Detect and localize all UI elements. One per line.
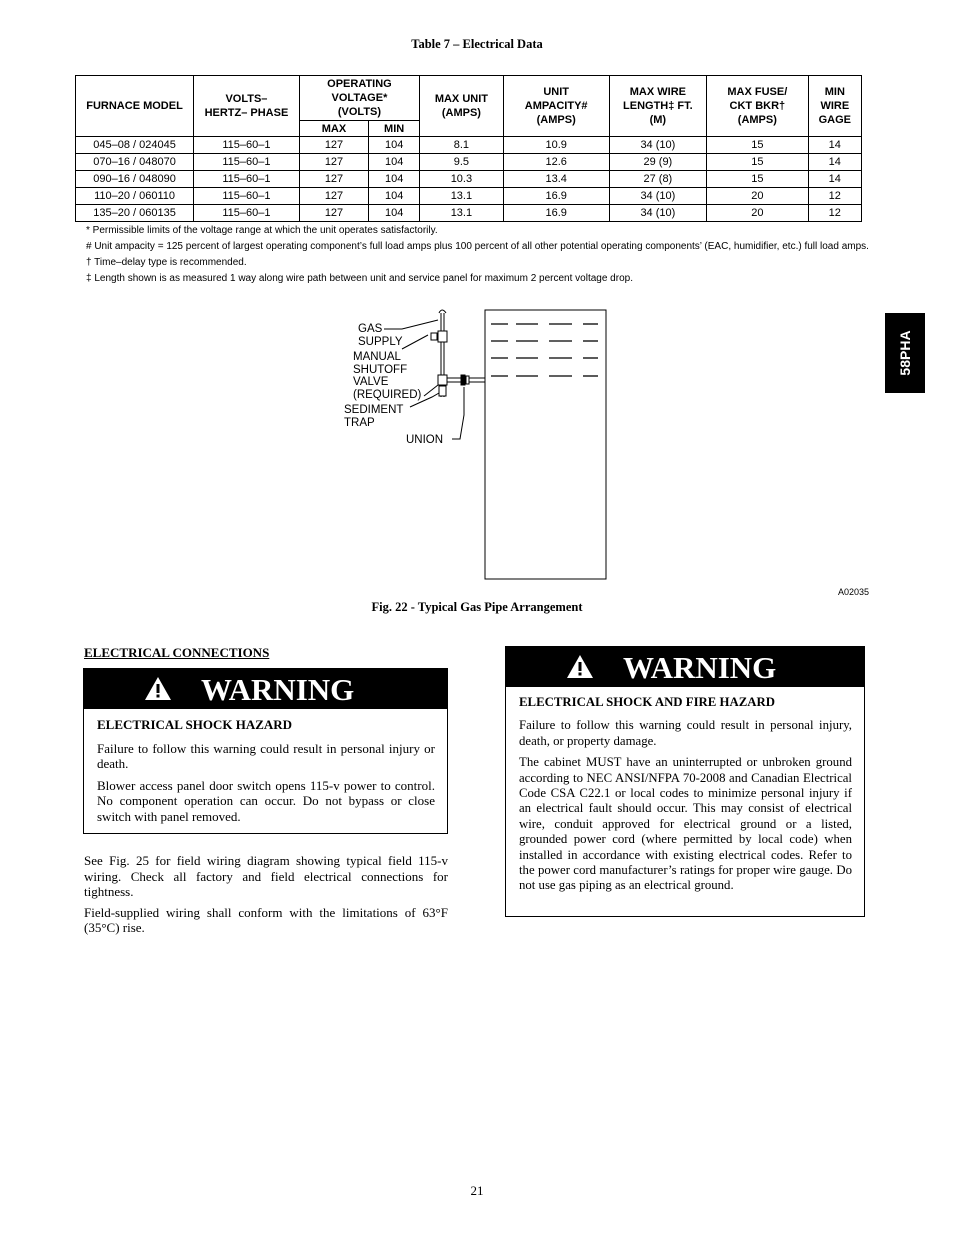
table-cell: 104 xyxy=(369,205,420,222)
warning-triangle-icon xyxy=(144,676,172,701)
label-line: MANUAL xyxy=(353,351,401,363)
label-line: SUPPLY xyxy=(358,335,403,348)
table-cell: 090–16 / 048090 xyxy=(76,171,194,188)
body-paragraph: Field-supplied wiring shall conform with the limitations of 63°F (35°C) rise. xyxy=(84,904,448,935)
header-operating-voltage: OPERATING VOLTAGE* (VOLTS) xyxy=(299,76,419,121)
warning-body xyxy=(84,709,447,836)
header-unit-ampacity: UNIT AMPACITY# (AMPS) xyxy=(503,76,609,137)
table-cell: 15 xyxy=(707,171,809,188)
table-cell: 34 (10) xyxy=(609,188,706,205)
table-cell: 13.4 xyxy=(503,171,609,188)
union-label: UNION xyxy=(406,434,444,446)
body-paragraph: See Fig. 25 for field wiring diagram showing typical field 115-v wiring. Check all factory and field electrical connections for tightness. xyxy=(84,853,448,899)
note-ampacity: # Unit ampacity = 125 percent of largest operating component’s full load amps plus 100 percent of all other potential operating components’ (EAC, humidifier, etc.) full load amps. xyxy=(86,241,869,252)
header-min-wire-gage: MIN WIRE GAGE xyxy=(808,76,861,137)
warning-paragraph: Failure to follow this warning could result in personal injury or death. xyxy=(97,740,435,771)
table-notes xyxy=(86,223,876,287)
table-cell: 127 xyxy=(299,171,368,188)
table-cell: 104 xyxy=(369,137,420,154)
table-cell: 127 xyxy=(299,137,368,154)
label-line: (REQUIRED) xyxy=(353,388,422,401)
electrical-data-table xyxy=(75,75,862,222)
table-cell: 115–60–1 xyxy=(194,137,300,154)
figure-caption: Fig. 22 - Typical Gas Pipe Arrangement xyxy=(371,600,583,614)
table-row xyxy=(76,205,862,222)
warning-triangle-icon xyxy=(566,654,594,679)
table-cell: 27 (8) xyxy=(609,171,706,188)
table-cell: 34 (10) xyxy=(609,205,706,222)
table-cell: 104 xyxy=(369,154,420,171)
gas-supply-label xyxy=(358,323,403,348)
warning-header xyxy=(506,647,864,687)
header-min: MIN xyxy=(369,121,420,137)
table-cell: 135–20 / 060135 xyxy=(76,205,194,222)
warning-title: WARNING xyxy=(201,672,355,707)
furnace-cabinet xyxy=(485,310,606,579)
label-line: SHUTOFF xyxy=(353,363,408,376)
table-cell: 115–60–1 xyxy=(194,188,300,205)
table-cell: 10.9 xyxy=(503,137,609,154)
table-cell: 115–60–1 xyxy=(194,171,300,188)
header-max-fuse: MAX FUSE/ CKT BKR† (AMPS) xyxy=(707,76,809,137)
label-line: VALVE xyxy=(353,376,389,388)
table-cell: 115–60–1 xyxy=(194,205,300,222)
note-time-delay: † Time–delay type is recommended. xyxy=(86,257,247,268)
side-tab xyxy=(885,313,925,393)
table-cell: 110–20 / 060110 xyxy=(76,188,194,205)
figure-code: A02035 xyxy=(838,587,870,597)
section-heading: ELECTRICAL CONNECTIONS xyxy=(84,645,270,660)
table-cell: 12.6 xyxy=(503,154,609,171)
warning-body xyxy=(506,687,864,906)
warning-paragraph: Failure to follow this warning could result in personal injury, death, or property damage. xyxy=(519,718,852,748)
table-row xyxy=(76,171,862,188)
table-cell: 14 xyxy=(808,171,861,188)
table-cell: 070–16 / 048070 xyxy=(76,154,194,171)
table-title: Table 7 – Electrical Data xyxy=(411,37,543,51)
page-number: 21 xyxy=(470,1183,484,1198)
table-cell: 34 (10) xyxy=(609,137,706,154)
table-cell: 12 xyxy=(808,205,861,222)
header-max-wire-length: MAX WIRE LENGTH‡ FT. (M) xyxy=(609,76,706,137)
side-tab-label: 58PHA xyxy=(897,330,913,376)
table-cell: 13.1 xyxy=(420,188,504,205)
table-cell: 10.3 xyxy=(420,171,504,188)
table-cell: 16.9 xyxy=(503,188,609,205)
warning-box-shock xyxy=(83,668,448,834)
table-cell: 045–08 / 024045 xyxy=(76,137,194,154)
table-cell: 104 xyxy=(369,188,420,205)
table-cell: 14 xyxy=(808,137,861,154)
table-row xyxy=(76,188,862,205)
header-max: MAX xyxy=(299,121,368,137)
warning-paragraph: The cabinet MUST have an uninterrupted or unbroken ground according to NEC ANSI/NFPA 70-2008 and Canadian Electrical Code CSA C22.1 or local codes to minimize personal injury if an electrical fault should occur. This may consist of electrical wire, conduit approved for electrical ground or a listed, grounded power cord (where permitted by local code) when installed in accordance with existing electrical codes. Refer to the power cord manufacturer’s ratings for proper wire gauge. Do not use gas piping as an electrical ground. xyxy=(519,755,852,893)
header-furnace-model: FURNACE MODEL xyxy=(76,76,194,137)
body-text xyxy=(84,853,448,941)
gas-pipe xyxy=(431,310,485,397)
table-cell: 29 (9) xyxy=(609,154,706,171)
table-cell: 16.9 xyxy=(503,205,609,222)
header-volts-hertz-phase: VOLTS– HERTZ– PHASE xyxy=(194,76,300,137)
warning-box-shock-fire xyxy=(505,646,865,917)
warning-header xyxy=(84,669,447,709)
label-line: SEDIMENT xyxy=(344,404,404,416)
label-line: TRAP xyxy=(344,416,375,429)
table-row xyxy=(76,154,862,171)
table-cell: 127 xyxy=(299,205,368,222)
table-cell: 104 xyxy=(369,171,420,188)
table-row xyxy=(76,137,862,154)
table-cell: 15 xyxy=(707,137,809,154)
table-cell: 14 xyxy=(808,154,861,171)
table-cell: 15 xyxy=(707,154,809,171)
label-line: GAS xyxy=(358,323,383,335)
table-cell: 127 xyxy=(299,188,368,205)
note-length: ‡ Length shown is as measured 1 way along wire path between unit and service panel for maximum 2 percent voltage drop. xyxy=(86,273,633,284)
note-voltage: * Permissible limits of the voltage range at which the unit operates satisfactorily. xyxy=(86,225,438,236)
table-cell: 127 xyxy=(299,154,368,171)
table-cell: 13.1 xyxy=(420,205,504,222)
hazard-title: ELECTRICAL SHOCK AND FIRE HAZARD xyxy=(519,695,775,709)
sediment-trap-label xyxy=(344,404,403,429)
table-cell: 9.5 xyxy=(420,154,504,171)
table-cell: 12 xyxy=(808,188,861,205)
header-max-unit-amps: MAX UNIT (AMPS) xyxy=(420,76,504,137)
table-cell: 115–60–1 xyxy=(194,154,300,171)
hazard-title: ELECTRICAL SHOCK HAZARD xyxy=(97,717,293,732)
table-cell: 20 xyxy=(707,205,809,222)
warning-title: WARNING xyxy=(623,650,777,685)
shutoff-valve-label xyxy=(353,351,421,401)
warning-paragraph: Blower access panel door switch opens 115-v power to control. No component operation can occur. Do not bypass or close switch with panel removed. xyxy=(97,777,435,824)
table-cell: 8.1 xyxy=(420,137,504,154)
table-cell: 20 xyxy=(707,188,809,205)
